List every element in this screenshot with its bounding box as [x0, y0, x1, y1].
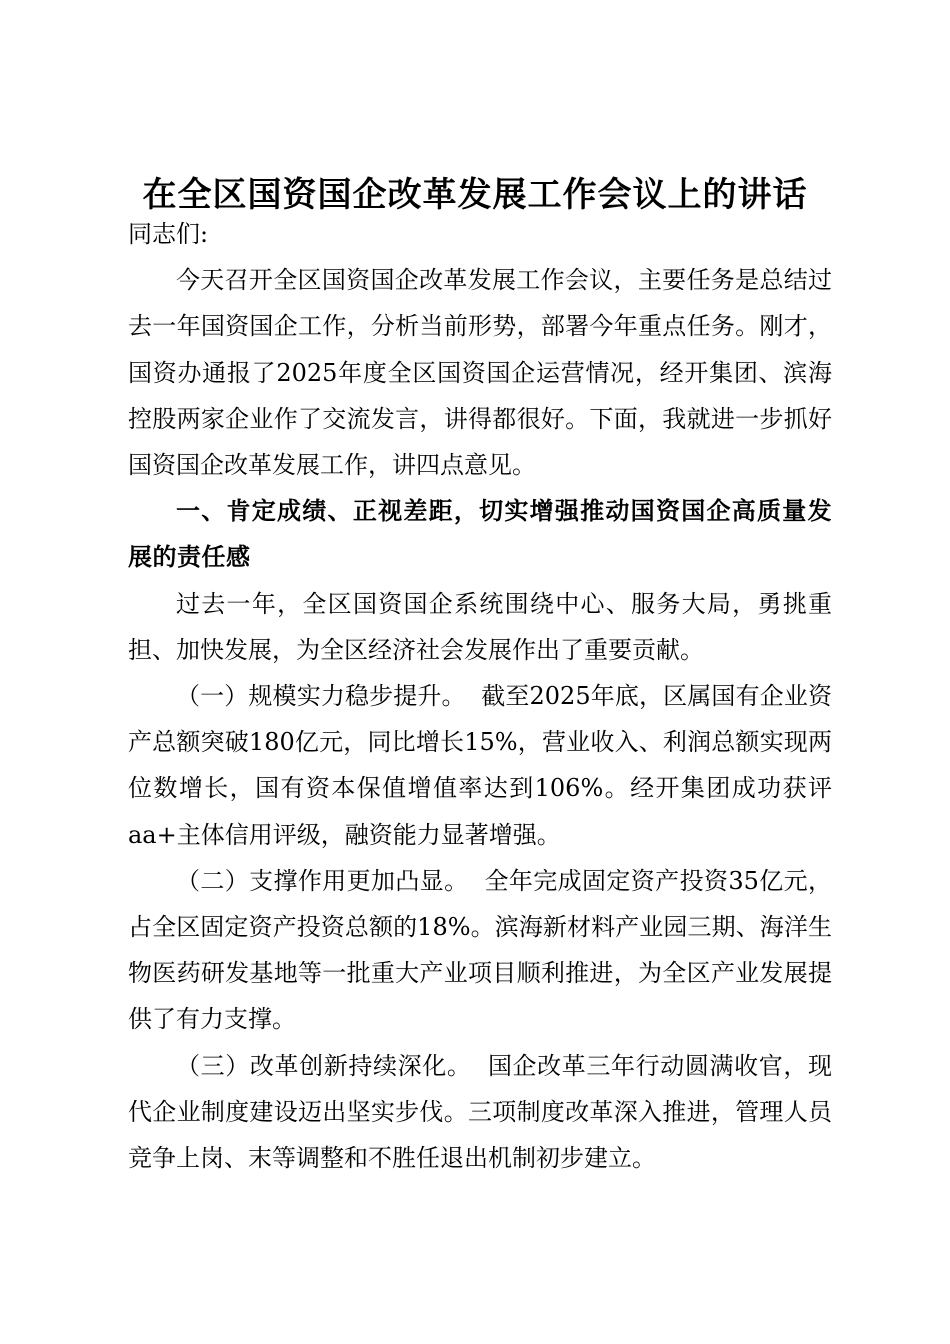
item-heading-1: （一）规模实力稳步提升。 — [176, 682, 466, 711]
section-intro-paragraph: 过去一年，全区国资国企系统围绕中心、服务大局，勇挑重担、加快发展，为全区经济社会发展作出了重要贡献。 — [128, 589, 832, 664]
document-body — [128, 211, 832, 1181]
section-heading: 一、肯定成绩、正视差距，切实增强推动国资国企高质量发展的责任感 — [128, 497, 832, 572]
item-heading-2: （二）支撑作用更加凸显。 — [176, 866, 469, 895]
item-text-3: 国企改革三年行动圆满收官，现代企业制度建设迈出坚实步伐。三项制度改革深入推进，管理人员竞争上岗、末等调整和不胜任退出机制初步建立。 — [128, 1051, 832, 1173]
item-text-1: 截至2025年底，区属国有企业资产总额突破180亿元，同比增长15%，营业收入、利润总额实现两位数增长，国有资本保值增值率达到106%。经开集团成功获评aa+主体信用评级，融资能力显著增强。 — [128, 682, 832, 849]
item-heading-3: （三）改革创新持续深化。 — [176, 1051, 472, 1080]
item-paragraph-2 — [128, 858, 832, 1043]
page-title: 在全区国资国企改革发展工作会议上的讲话 — [142, 175, 808, 215]
item-paragraph-1 — [128, 673, 832, 858]
intro-paragraph: 今天召开全区国资国企改革发展工作会议，主要任务是总结过去一年国资国企工作，分析当前形势，部署今年重点任务。刚才，国资办通报了2025年度全区国资国企运营情况，经开集团、滨海控股两家企业作了交流发言，讲得都很好。下面，我就进一步抓好国资国企改革发展工作，讲四点意见。 — [128, 266, 832, 480]
salutation: 同志们: — [128, 220, 209, 248]
item-text-2: 全年完成固定资产投资35亿元，占全区固定资产投资总额的18%。滨海新材料产业园三期、海洋生物医药研发基地等一批重大产业项目顺利推进，为全区产业发展提供了有力支撑。 — [128, 866, 832, 1034]
item-paragraph-3 — [128, 1043, 832, 1182]
